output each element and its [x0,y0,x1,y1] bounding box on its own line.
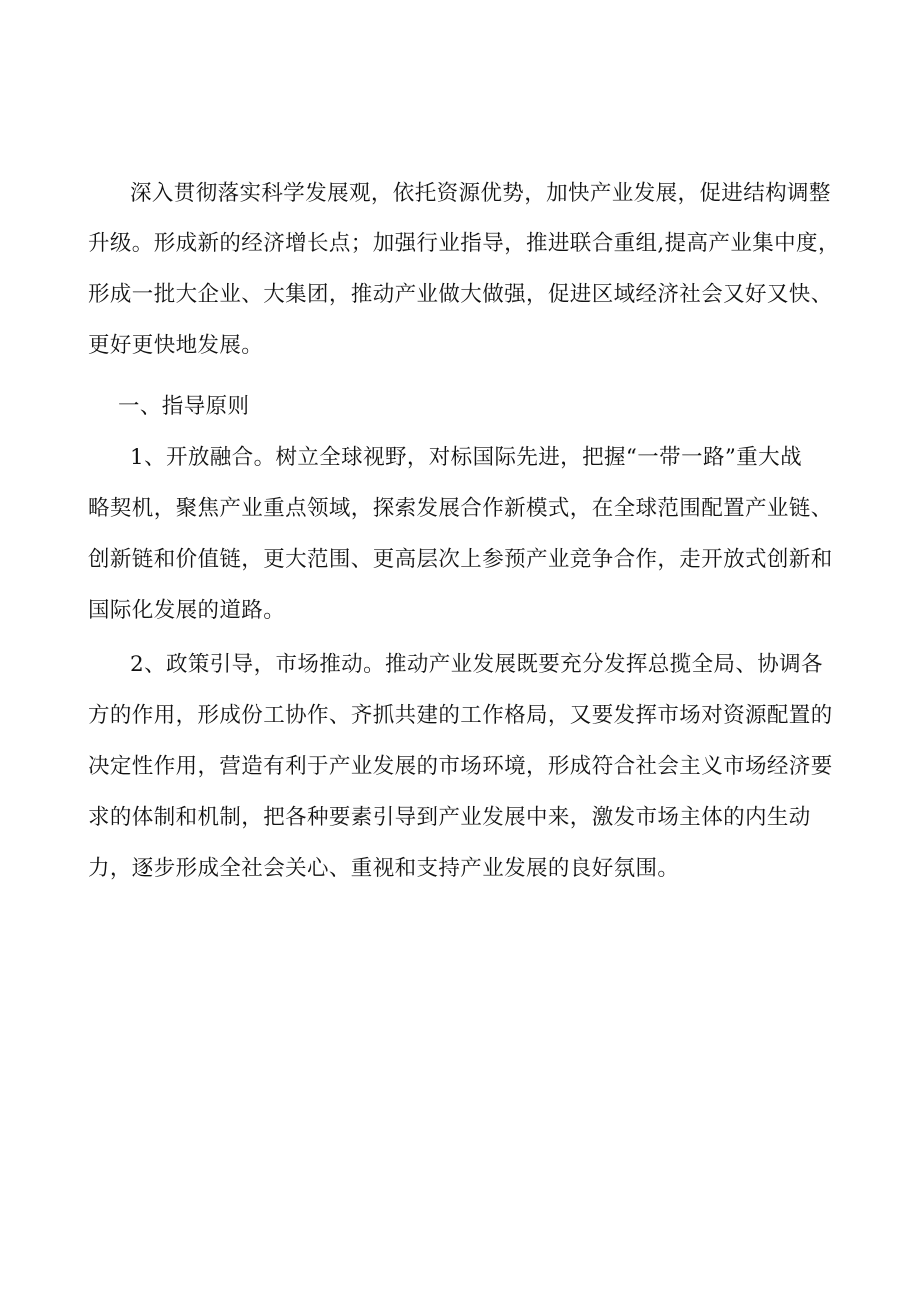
text-line: 决定性作用，营造有利于产业发展的市场环境，形成符合社会主义市场经济要 [88,754,833,779]
text-line: 升级。形成新的经济增长点；加强行业指导，推进联合重组,提高产业集中度， [88,231,840,256]
text-line: 国际化发展的道路。 [88,598,286,623]
text-line: 方的作用，形成份工协作、齐抓共建的工作格局，又要发挥市场对资源配置的 [88,703,833,728]
section-heading: 一、指导原则 [118,394,250,419]
text-line: 求的体制和机制，把各种要素引导到产业发展中来，激发市场主体的内生动 [88,805,811,830]
text-line: 2、政策引导，市场推动。推动产业发展既要充分发挥总揽全局、协调各 [130,652,823,677]
text-line: 形成一批大企业、大集团，推动产业做大做强，促进区域经济社会又好又快、 [88,282,833,307]
text-line: 1、开放融合。树立全球视野，对标国际先进，把握“一带一路”重大战 [130,445,802,470]
text-line: 力，逐步形成全社会关心、重视和支持产业发展的良好氛围。 [88,856,680,881]
text-line: 深入贯彻落实科学发展观，依托资源优势，加快产业发展，促进结构调整 [130,181,831,206]
text-line: 略契机，聚焦产业重点领域，探索发展合作新模式，在全球范围配置产业链、 [88,496,833,521]
text-line: 创新链和价值链，更大范围、更高层次上参预产业竞争合作，走开放式创新和 [88,547,833,572]
text-line: 更好更快地发展。 [88,333,264,358]
